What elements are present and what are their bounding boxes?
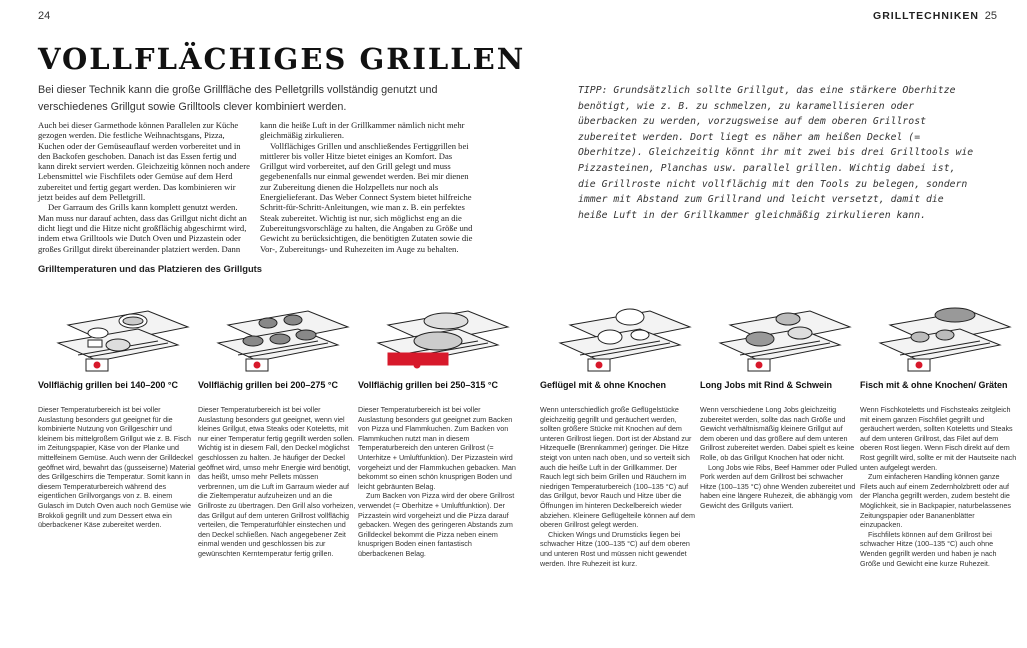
column-paragraph: Zum einfacheren Handling können ganze Filets auch auf einem Zedernholzbrett oder auf der Plancha gegrillt werden, zudem besteht die Möglichkeit, sie in Backpapier, naturbelassenes Zeitungspapier oder Bananenblätter einzupacken. (860, 472, 1012, 530)
body-paragraph: Vollflächiges Grillen und anschließendes Fertiggrillen bei mittlerer bis voller Hitze bietet einiges an Komfort. Das Grillgut wird vorbereitet, auf den Grill gelegt und muss gegebenenfalls nur einmal gewendet werden. Bei mir dienen zur Zubereitung dienen die Holzpellets nur noch als Energielieferant. Das Weber Connect System bietet hilfreiche Schritt-für-Schritt-Anleitungen, wie man z. B. ein perfektes Steak zubereitet. Wichtig ist nur, sich möglichst eng an die Zubereitungsvorschläge zu halten, die Angaben zu Größe und Gewicht zu berücksichtigen, die benötigten Zutaten sowie die Vor-, Zubereitungs- und Ruhezeiten im Auge zu behalten. (260, 140, 473, 254)
body-column-2 (260, 120, 473, 254)
column-heading: Vollflächig grillen bei 250–315 °C (358, 380, 498, 390)
column-heading: Vollflächig grillen bei 140–200 °C (38, 380, 178, 390)
column-text (860, 405, 1018, 568)
column-paragraph: Wenn unterschiedlich große Geflügelstücke gleichzeitig gegrillt und geräuchert werden, sollten größere Stücke mit Knochen auf dem unteren Grillrost liegen. Dort ist der Abstand zur Hitzequelle (Brennkammer) geringer. Die Hitze steigt von unten nach oben, und so verteilt sich auch die heiße Luft in der Grillkammer. Der Rauch legt sich beim Grillen und Räuchern im niedrigen Temperaturbereich (100–135 °C) auf das Grillgut, bevor Rauch und Hitze über die Öffnungen im hinteren Deckelbereich wieder abziehen. Kleinere Geflügelteile können auf dem oberen Grillrost gelegt werden. (540, 405, 696, 530)
column-paragraph: Dieser Temperaturbereich ist bei voller Auslastung besonders gut geeignet, wenn viel kleines Grillgut, etwa Steaks oder Koteletts, mit nur einer Temperatur fertig gegrillt werden sollen. Wichtig ist in diesem Fall, den Deckel möglichst geschlossen zu halten. Je häufiger der Deckel geöffnet wird, umso mehr Energie wird benötigt, das heißt, umso mehr Pellets müssen verbrennen, um die Luft im Garraum wieder auf die Zieltemperatur aufzuheizen und an die Grillroste zu übertragen. Den Grill also vorheizen, das Grillgut auf dem unteren Grillrost vollflächig verteilen, die Temperaturfühler einstechen und den Deckel schließen. Nach angegebener Zeit einmal wenden und geschlossen bis zur gewünschten Kerntemperatur fertig grillen. (198, 405, 356, 558)
body-column-1 (38, 120, 251, 254)
column-heading: Geflügel mit & ohne Knochen (540, 380, 667, 390)
running-head: GRILLTECHNIKEN (873, 10, 979, 22)
grill-beef-pork-icon (700, 293, 860, 375)
section-title: Grilltemperaturen und das Platzieren des Grillguts (38, 263, 263, 274)
column-heading: Fisch mit & ohne Knochen/ Gräten (860, 380, 1008, 390)
column-paragraph: Long Jobs wie Ribs, Beef Hammer oder Pulled Pork werden auf dem Grillrost bei schwacher Hitze (100–135 °C) ohne Wenden zubereitet und haben eine längere Ruhezeit, die abhängig vom Gewicht des Grillguts variiert. (700, 462, 858, 510)
grill-pizza-icon (358, 293, 518, 375)
column-paragraph: Zum Backen von Pizza wird der obere Grillrost verwendet (= Oberhitze + Umluftfunktion). Der Pizzastein wird vorgeheizt und die Pizza darauf gebacken. Wegen des geringeren Abstands zum Grilldeckel bekommt die Pizza neben einem knusprigen Boden einen fantastisch überbackenen Belag. (358, 491, 515, 558)
grill-vegetables-icon (38, 293, 198, 375)
column-paragraph: Fischfilets können auf dem Grillrost bei schwacher Hitze (100–135 °C) auch ohne Wenden gegrillt werden und haben je nach Größe und Gewicht eine kurze Ruhezeit. (860, 529, 997, 568)
page-number-left: 24 (38, 10, 51, 22)
grill-fish-icon (860, 293, 1020, 375)
column-heading: Long Jobs mit Rind & Schwein (700, 380, 833, 390)
column-heading: Vollflächig grillen bei 200–275 °C (198, 380, 338, 390)
body-paragraph: kann die heiße Luft in der Grillkammer nämlich nicht mehr gleichmäßig zirkulieren. (260, 120, 465, 141)
column-paragraph: Dieser Temperaturbereich ist bei voller Auslastung besonders gut geeignet für die kombinierte Nutzung von Grillgeschirr und kleinem bis mittelgroßem Grillgut wie z. B. Fisch im Zeitungspapier, Käse von der Planke und mittelfeinem Gemüse. Auch wenn der Grilldeckel geöffnet wird, bewahrt das (gusseiserne) Material des Grillgeschirrs die Temperatur. Somit kann in diesem Temperaturbereich während des eigentlichen Grillvorgangs von z. B. einem Gulasch im Dutch Oven auch noch Gemüse wie Brokkoli gegrillt und zum Dessert etwa ein überbackener Käse zubereitet werden. (38, 405, 196, 530)
column-text (198, 405, 356, 559)
column-paragraph: Wenn Fischkoteletts und Fischsteaks zeitgleich mit einem ganzen Fischfilet gegrillt und geräuchert werden, sollten Koteletts und Steaks auf dem unteren Grillrost, das Filet auf dem oberen Rost liegen. Wenn Fisch direkt auf dem Rost gegrillt wird, sollte er mit der Hautseite nach unten aufgelegt werden. (860, 405, 1017, 472)
column-text (700, 405, 858, 511)
tip-box: TIPP: Grundsätzlich sollte Grillgut, das eine stärkere Oberhitze benötigt, wie z. B. zu schmelzen, zu karamellisieren oder überbacken zu werden, vorzugsweise auf dem oberen Grillrost zubereitet werden. Dort liegt es näher am heißen Deckel (= Oberhitze). Gleichzeitig könnt ihr mit zwei bis drei Grilltools wie Pizzasteinen, Planchas usw. parallel grillen. Wichtig dabei ist, die Grillroste nicht vollflächig mit den Tools zu belegen, sondern immer mit Abstand zum Grillrand und leicht versetzt, damit die heiße Luft in der Grillkammer gleichmäßig zirkulieren kann. (578, 85, 974, 221)
column-paragraph: Wenn verschiedene Long Jobs gleichzeitig zubereitet werden, sollte das nach Größe und Gewicht verhältnismäßig kleinere Grillgut auf dem oberen und das größere auf dem unteren Grillrost zubereitet werden. Dabei spielt es keine Rolle, ob das Grillgut Knochen hat oder nicht. (700, 405, 855, 462)
grill-steaks-icon (198, 293, 358, 375)
column-text (38, 405, 196, 530)
intro-text: Bei dieser Technik kann die große Grillfläche des Pelletgrills vollständig genutzt und verschiedenes Grillgut sowie Grilltools clever kombiniert werden. (38, 84, 438, 113)
grill-poultry-icon (540, 293, 700, 375)
page-title: VOLLFLÄCHIGES GRILLEN (38, 42, 526, 76)
column-text (358, 405, 516, 559)
column-paragraph: Dieser Temperaturbereich ist bei voller Auslastung besonders gut geeignet zum Backen von Pizza und Flammkuchen. Zum Backen von Flammkuchen nutzt man in diesem Temperaturbereich den unteren Grillrost (= Unterhitze + Umluftfunktion). Der Pizzastein wird vorgeheizt und der Flammkuchen gebacken. Man bekommt so einen schön knusprigen Boden und leicht gebräunten Belag. (358, 405, 516, 491)
body-paragraph: Der Garraum des Grills kann komplett genutzt werden. Man muss nur darauf achten, dass das Grillgut nicht dicht an dicht liegt und die Hitze nicht großflächig abgeschirmt wird, indem etwa Grilltools wie Dutch Oven und Pizzastein oder großes Grillgut direkt übereinander platziert werden. Dann (38, 202, 247, 254)
page-number-right: 25 (984, 10, 997, 22)
body-paragraph: Auch bei dieser Garmethode können Parallelen zur Küche gezogen werden. Die festliche Weihnachtsgans, Pizza, Kuchen oder der Gemüseauflauf werden vorbereitet und in den Backofen geschoben. Danach ist das Essen fertig und kann direkt serviert werden. Gleichzeitig können noch andere Lebensmittel wie Fischfilets oder Gemüse auf dem Herd zubereitet und fertig gegart werden. Das kombinieren wir jetzt beides auf dem Pelletgrill. (38, 120, 250, 203)
column-text (540, 405, 698, 568)
column-paragraph: Chicken Wings und Drumsticks liegen bei schwacher Hitze (100–135 °C) auf dem oberen und unteren Rost und müssen nicht gewendet werden. Ihre Ruhezeit ist kurz. (540, 529, 690, 568)
